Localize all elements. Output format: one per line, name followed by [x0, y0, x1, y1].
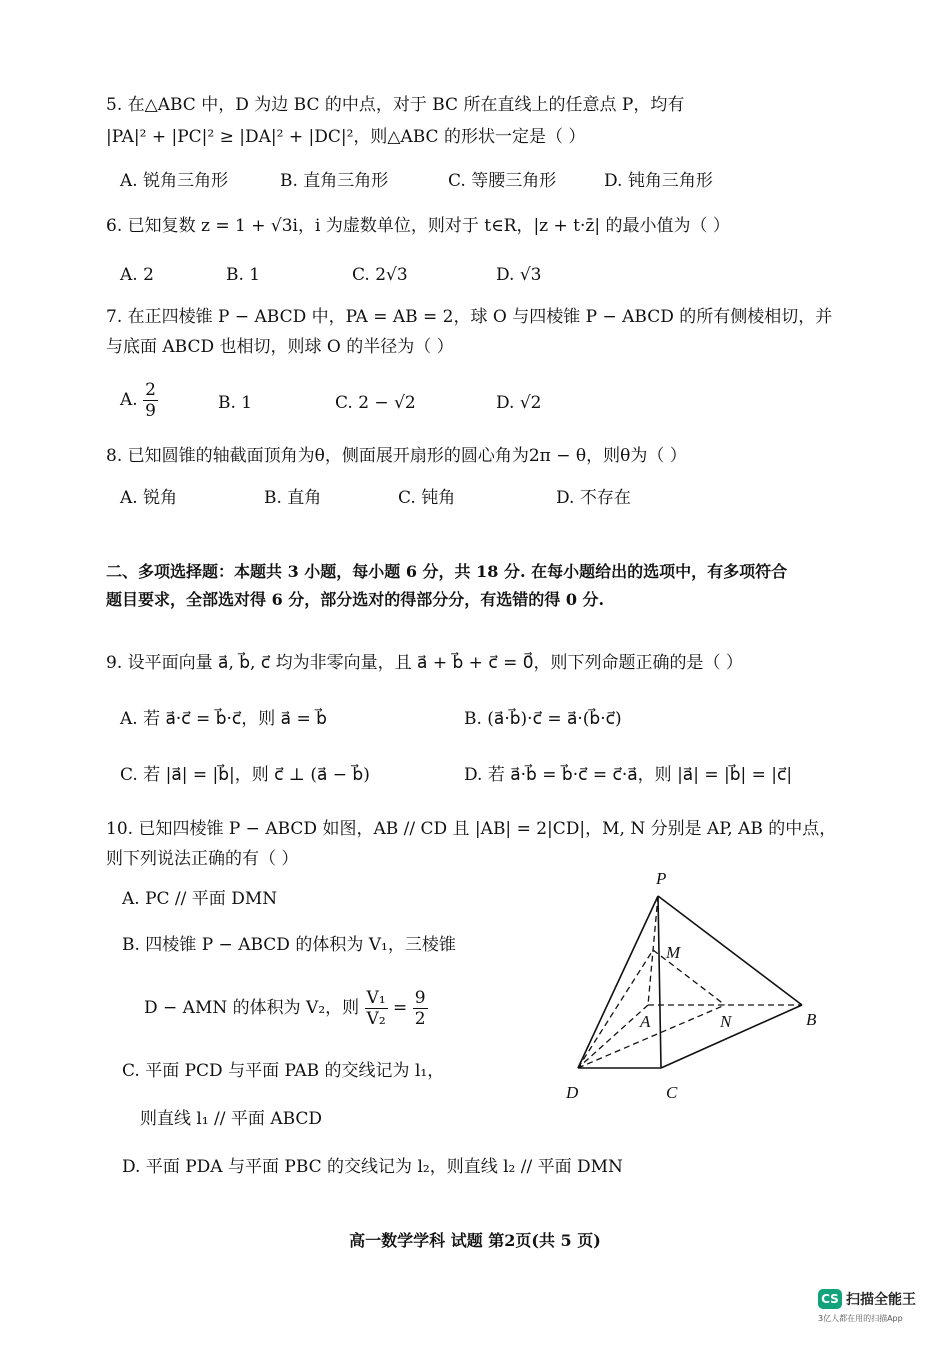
q10-ratio-value-denominator: 2 [414, 1009, 426, 1029]
scanner-tagline: 3亿人都在用的扫描App [818, 1313, 903, 1323]
label-N: N [720, 1012, 732, 1031]
q8-option-c: C. 钝角 [398, 488, 456, 508]
q10-option-b-line1: B. 四棱锥 P − ABCD 的体积为 V₁，三棱锥 [122, 935, 456, 955]
q10-ratio-value [413, 988, 428, 1029]
q7-option-b: B. 1 [218, 393, 253, 413]
q10-ratio-value-numerator: 9 [414, 988, 426, 1008]
q10-stem-line1: 10. 已知四棱锥 P − ABCD 如图，AB // CD 且 |AB| = 2|CD|，M, N 分别是 AP, AB 的中点， [106, 819, 837, 839]
scanner-logo-icon: CS [818, 1289, 842, 1309]
label-B: B [806, 1010, 817, 1029]
edge-CB [661, 1005, 802, 1068]
segment-MN-hidden [653, 950, 725, 1005]
section2-heading-line2: 题目要求，全部选对得 6 分，部分选对的得部分分，有选错的得 0 分. [106, 590, 605, 609]
q8-stem: 8. 已知圆锥的轴截面顶角为θ，侧面展开扇形的圆心角为2π − θ，则θ为（ ） [106, 446, 687, 466]
q7-option-a [120, 380, 158, 421]
segment-DM-hidden [578, 950, 653, 1068]
edge-PC [658, 896, 661, 1068]
q9-option-a: A. 若 a⃗·c⃗ = b⃗·c⃗，则 a⃗ = b⃗ [120, 709, 327, 729]
page-footer: 高一数学学科 试题 第2页(共 5 页) [349, 1231, 601, 1250]
q10-option-d: D. 平面 PDA 与平面 PBC 的交线记为 l₂，则直线 l₂ // 平面 DMN [122, 1157, 623, 1177]
scanner-watermark [818, 1288, 933, 1324]
label-D: D [566, 1083, 579, 1102]
scanner-app-name: 扫描全能王 [846, 1291, 916, 1308]
q8-option-d: D. 不存在 [556, 488, 631, 508]
segment-DN-hidden [578, 1005, 725, 1068]
label-C: C [666, 1083, 678, 1102]
q8-option-a: A. 锐角 [120, 488, 178, 508]
q10-ratio-numerator: V₁ [366, 988, 386, 1008]
label-P: P [656, 869, 667, 888]
q7-option-a-label: A. [120, 390, 138, 410]
q7-option-a-fraction [143, 380, 158, 421]
q6-option-c: C. 2√3 [352, 265, 408, 285]
q5-stem-line1: 5. 在△ABC 中，D 为边 BC 的中点，对于 BC 所在直线上的任意点 P，均有 [106, 95, 685, 115]
q5-stem-line2: |PA|² + |PC|² ≥ |DA|² + |DC|²，则△ABC 的形状一定是（ ） [106, 127, 586, 147]
q5-option-c: C. 等腰三角形 [448, 171, 557, 191]
q7-option-c: C. 2 − √2 [335, 393, 416, 413]
q10-ratio-denominator: V₂ [366, 1009, 386, 1029]
q9-option-d: D. 若 a⃗·b⃗ = b⃗·c⃗ = c⃗·a⃗，则 |a⃗| = |b⃗| = |c⃗| [464, 765, 793, 785]
q7-option-a-denominator: 9 [145, 401, 156, 421]
q10-option-c-line1: C. 平面 PCD 与平面 PAB 的交线记为 l₁， [122, 1061, 445, 1081]
q6-option-a: A. 2 [120, 265, 154, 285]
q5-option-d: D. 钝角三角形 [604, 171, 713, 191]
q9-option-c: C. 若 |a⃗| = |b⃗|，则 c⃗ ⊥ (a⃗ − b⃗) [120, 765, 370, 785]
label-A: A [640, 1012, 651, 1031]
q10-ratio-fraction [365, 988, 388, 1029]
q6-option-d: D. √3 [496, 265, 542, 285]
q10-option-b-line2 [144, 988, 428, 1029]
section2-heading-line1: 二、多项选择题：本题共 3 小题，每小题 6 分，共 18 分. 在每小题给出的选项中，有多项符合 [106, 562, 788, 581]
q9-stem: 9. 设平面向量 a⃗, b⃗, c⃗ 均为非零向量，且 a⃗ + b⃗ + c⃗ = 0⃗，则下列命题正确的是（ ） [106, 653, 743, 673]
q8-option-b: B. 直角 [264, 488, 322, 508]
q6-option-b: B. 1 [226, 265, 261, 285]
q7-stem-line2: 与底面 ABCD 也相切，则球 O 的半径为（ ） [106, 337, 454, 357]
q5-option-b: B. 直角三角形 [280, 171, 389, 191]
q6-stem: 6. 已知复数 z = 1 + √3i，i 为虚数单位，则对于 t∈R，|z + t·z̄| 的最小值为（ ） [106, 216, 730, 236]
q10-ratio-equals: = [393, 998, 408, 1018]
q7-option-a-numerator: 2 [145, 380, 156, 400]
q10-option-a: A. PC // 平面 DMN [122, 889, 278, 909]
q10-option-c-line2: 则直线 l₁ // 平面 ABCD [140, 1109, 323, 1129]
q10-stem-line2: 则下列说法正确的有（ ） [106, 849, 299, 869]
q7-stem-line1: 7. 在正四棱锥 P − ABCD 中，PA = AB = 2，球 O 与四棱锥 P − ABCD 的所有侧棱相切，并 [106, 307, 833, 327]
q7-option-d: D. √2 [496, 393, 542, 413]
q9-option-b: B. (a⃗·b⃗)·c⃗ = a⃗·(b⃗·c⃗) [464, 709, 622, 729]
pyramid-figure [560, 862, 840, 1102]
edge-PD [578, 896, 658, 1068]
edge-AD-hidden [578, 1005, 648, 1068]
label-M: M [666, 943, 681, 962]
q10-option-b-text: D − AMN 的体积为 V₂，则 [144, 998, 360, 1018]
q5-option-a: A. 锐角三角形 [120, 171, 229, 191]
